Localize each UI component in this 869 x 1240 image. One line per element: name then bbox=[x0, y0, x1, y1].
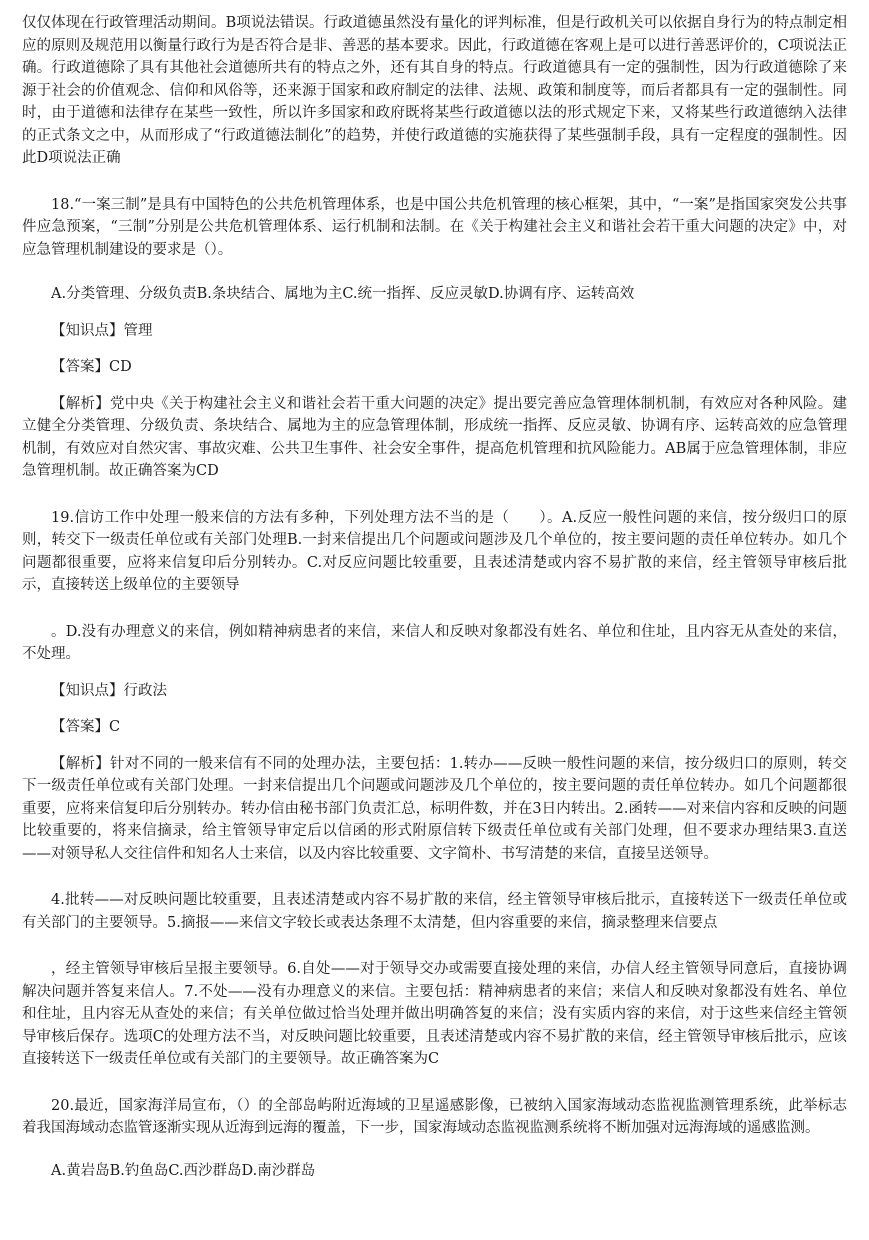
question-18-knowledge-point: 【知识点】管理 bbox=[51, 322, 153, 339]
question-19-knowledge-point: 【知识点】行政法 bbox=[51, 682, 167, 699]
question-19-stem: 19.信访工作中处理一般来信的方法有多种，下列处理方法不当的是（ ）。A.反应一般性问题的来信，按分级归口的原则，转交下一级责任单位或有关部门处理B.一封来信提出几个问题或问题涉及几个单位的，按主要问题的责任单位转办。如几个问题都很重要，应将来信复印后分别转办。C.对反应问题比较重要，且表述清楚或内容不易扩散的来信，经主管领导审核后批示，直接转送上级单位的主要领导 bbox=[22, 509, 847, 593]
question-19-analysis-end: ，经主管领导审核后呈报主要领导。6.自处——对于领导交办或需要直接处理的来信，办信人经主管领导同意后，直接协调解决问题并答复来信人。7.不处——没有办理意义的来信。主要包括：精神病患者的来信；来信人和反映对象都没有姓名、单位和住址，且内容无从查处的来信；有关单位做过恰当处理并做出明确答复的来信；没有实质内容的来信，对于这些来信经主管领导审核后保存。选项C的处理方法不当，对反映问题比较重要，且表述清楚或内容不易扩散的来信，经主管领导审核后批示，应该直接转送下一级责任单位或有关部门的主要领导。故正确答案为C bbox=[22, 961, 847, 1067]
question-20-options: A.黄岩岛B.钓鱼岛C.西沙群岛D.南沙群岛 bbox=[51, 1162, 316, 1179]
question-18-answer: 【答案】CD bbox=[51, 359, 132, 375]
question-20-stem: 20.最近，国家海洋局宣布，（）的全部岛屿附近海域的卫星遥感影像，已被纳入国家海域动态监视监测管理系统，此举标志着我国海域动态监管逐渐实现从近海到远海的覆盖，下一步，国家海域动态监视监测系统将不断加强对远海海域的遥感监测。 bbox=[22, 1097, 847, 1136]
paragraph-explanation-continued: 仅仅体现在行政管理活动期间。B项说法错误。行政道德虽然没有量化的评判标准，但是行政机关可以依据自身行为的特点制定相应的原则及规范用以衡量行政行为是否符合是非、善恶的基本要求。因此，行政道德在客观上是可以进行善恶评价的，C项说法正确。行政道德除了具有其他社会道德所共有的特点之外，还有其自身的特点。行政道德具有一定的强制性，因为行政道德除了来源于社会的价值观念、信仰和风俗等，还来源于国家和政府制定的法律、法规、政策和制度等，而后者都具有一定的强制性。同时，由于道德和法律存在某些一致性，所以许多国家和政府既将某些行政道德以法的形式规定下来，又将某些行政道德纳入法律的正式条文之中，从而形成了“行政道德法制化”的趋势，并使行政道德的实施获得了某些强制手段，具有一定程度的强制性。因此D项说法正确 bbox=[22, 15, 847, 166]
question-19-analysis-continued: 4.批转——对反映问题比较重要，且表述清楚或内容不易扩散的来信，经主管领导审核后批示，直接转送下一级责任单位或有关部门的主要领导。5.摘报——来信文字较长或表达条理不太清楚，但内容重要的来信，摘录整理来信要点 bbox=[22, 892, 847, 931]
question-18-analysis: 【解析】党中央《关于构建社会主义和谐社会若干重大问题的决定》提出要完善应急管理体制机制，有效应对各种风险。建立健全分类管理、分级负责、条块结合、属地为主的应急管理体制，形成统一指挥、反应灵敏、协调有序、运转高效的应急管理机制，有效应对自然灾害、事故灾难、公共卫生事件、社会安全事件，提高危机管理和抗风险能力。AB属于应急管理体制，非应急管理机制。故正确答案为CD bbox=[22, 395, 847, 479]
question-19-option-d: 。D.没有办理意义的来信，例如精神病患者的来信，来信人和反映对象都没有姓名、单位和住址，且内容无从查处的来信，不处理。 bbox=[22, 623, 847, 662]
document-page bbox=[0, 12, 869, 1240]
question-18-options: A.分类管理、分级负责B.条块结合、属地为主C.统一指挥、反应灵敏D.协调有序、运转高效 bbox=[51, 286, 635, 302]
question-19-answer: 【答案】C bbox=[51, 719, 121, 735]
question-18-stem: 18.“一案三制”是具有中国特色的公共危机管理体系，也是中国公共危机管理的核心框架，其中，“一案”是指国家突发公共事件应急预案，“三制”分别是公共危机管理体系、运行机制和法制。在《关于构建社会主义和谐社会若干重大问题的决定》中，对应急管理机制建设的要求是（）。 bbox=[22, 196, 847, 258]
question-19-analysis: 【解析】针对不同的一般来信有不同的处理办法，主要包括：1.转办——反映一般性问题的来信，按分级归口的原则，转交下一级责任单位或有关部门处理。一封来信提出几个问题或问题涉及几个单位的，按主要问题的责任单位转办。如几个问题都很重要，应将来信复印后分别转办。转办信由秘书部门负责汇总，标明件数，并在3日内转出。2.函转——对来信内容和反映的问题比较重要的，将来信摘录，给主管领导审定后以信函的形式附原信转下级责任单位或有关部门处理，但不要求办理结果3.直送——对领导私人交往信件和知名人士来信，以及内容比较重要、文字简朴、书写清楚的来信，直接呈送领导。 bbox=[22, 755, 847, 862]
